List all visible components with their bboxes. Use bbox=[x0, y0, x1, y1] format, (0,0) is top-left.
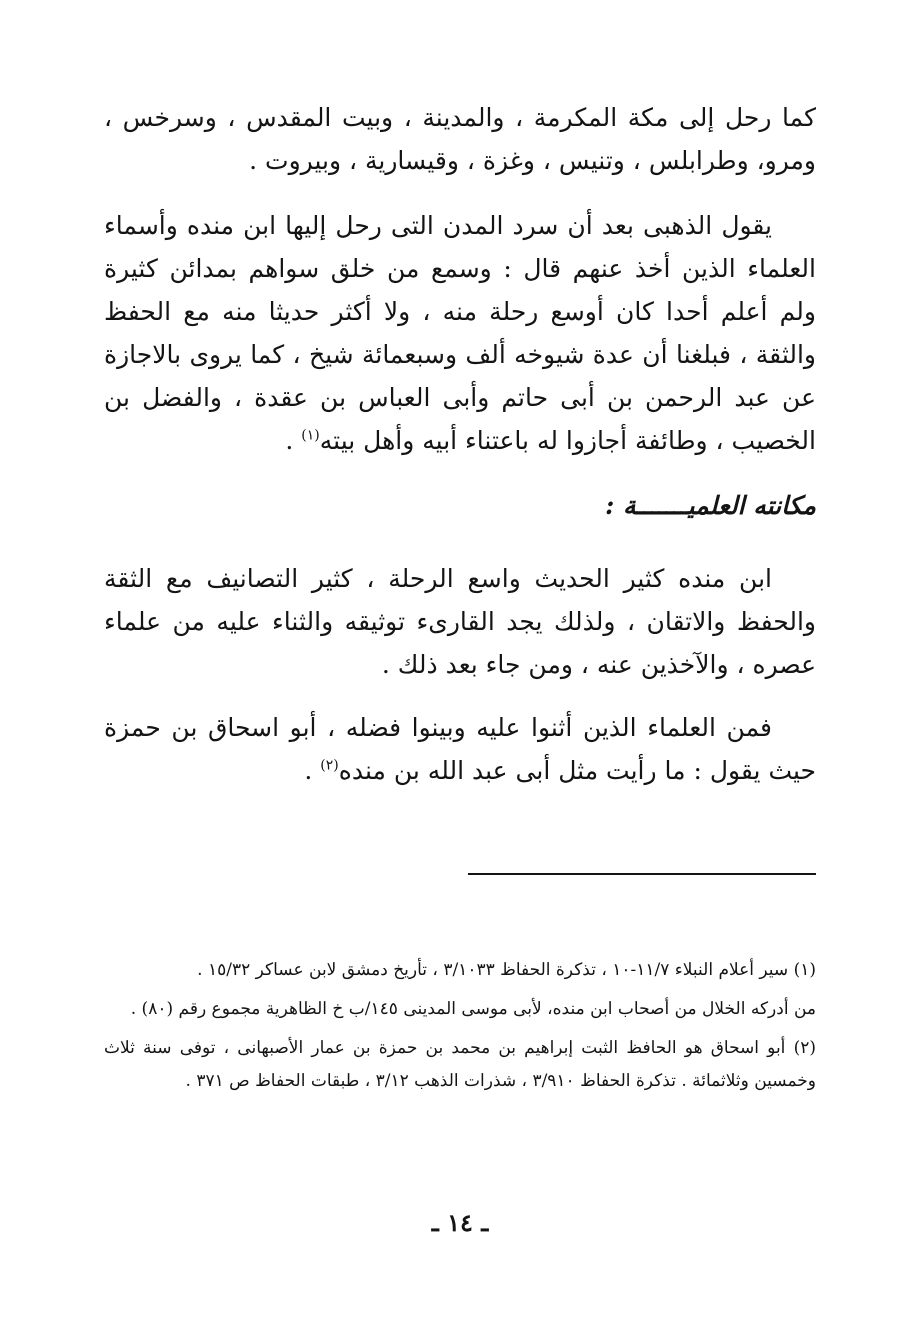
footnotes bbox=[104, 954, 816, 1104]
paragraph-praise-text: فمن العلماء الذين أثنوا عليه وبينوا فضله ، أبو اسحاق بن حمزة حيث يقول : ما رأيت مثل أبى عبد الله بن منده bbox=[104, 713, 816, 785]
paragraph-status: ابن منده كثير الحديث واسع الرحلة ، كثير التصانيف مع الثقة والحفظ والاتقان ، ولذلك يجد القارىء توثيقه والثناء عليه من علماء عصره ، والآخذين عنه ، ومن جاء بعد ذلك . bbox=[104, 564, 816, 679]
footnote-ref-2[interactable]: (٢) bbox=[320, 757, 339, 774]
page-number: ـ ١٤ ـ bbox=[431, 1208, 489, 1237]
paragraph-praise bbox=[104, 706, 816, 792]
paragraph-praise-end: . bbox=[304, 756, 321, 785]
book-page bbox=[104, 96, 816, 1341]
paragraph-dhahabi-quote bbox=[104, 204, 816, 462]
paragraph-travels: كما رحل إلى مكة المكرمة ، والمدينة ، وبيت المقدس ، وسرخس ، ومرو، وطرابلس ، وتنيس ، وغزة ، وقيسارية ، وبيروت . bbox=[104, 103, 816, 175]
main-text bbox=[104, 96, 816, 792]
footnote-ref-1[interactable]: (١) bbox=[301, 427, 320, 444]
footnote-divider bbox=[468, 873, 816, 875]
footnote-2: (٢) أبو اسحاق هو الحافظ الثبت إبراهيم بن محمد بن حمزة بن عمار الأصبهانى ، توفى سنة ثلاث وخمسين وثلاثمائة . تذكرة الحفاظ ٣/٩١٠ ، شذرات الذهب ٣/١٢ ، طبقات الحفاظ ص ٣٧١ . bbox=[104, 1038, 816, 1091]
footnote-1: (١) سير أعلام النبلاء ١١/٧-١٠ ، تذكرة الحفاظ ٣/١٠٣٣ ، تأريخ دمشق لابن عساكر ١٥/٣٢ . bbox=[197, 960, 816, 980]
paragraph-dhahabi-end: . bbox=[285, 426, 302, 455]
paragraph-dhahabi-text: يقول الذهبى بعد أن سرد المدن التى رحل إليها ابن منده وأسماء العلماء الذين أخذ عنهم قال : وسمع من خلق سواهم بمدائن كثيرة ولم أعلم أحدا كان أوسع رحلة منه ، ولا أكثر حديثا منه مع الحفظ والثقة ، فبلغنا أن عدة شيوخه ألف وسبعمائة شيخ ، كما يروى بالاجازة عن عبد الرحمن بن أبى حاتم وأبى العباس بن عقدة ، والفضل بن الخصيب ، وطائفة أجازوا له باعتناء أبيه وأهل بيته bbox=[104, 211, 816, 455]
footnote-1-continued: من أدركه الخلال من أصحاب ابن منده، لأبى موسى المدينى ١٤٥/ب خ الظاهرية مجموع رقم (٨٠) . bbox=[130, 999, 816, 1019]
section-heading: مكانته العلميـــــــة : bbox=[605, 491, 816, 520]
